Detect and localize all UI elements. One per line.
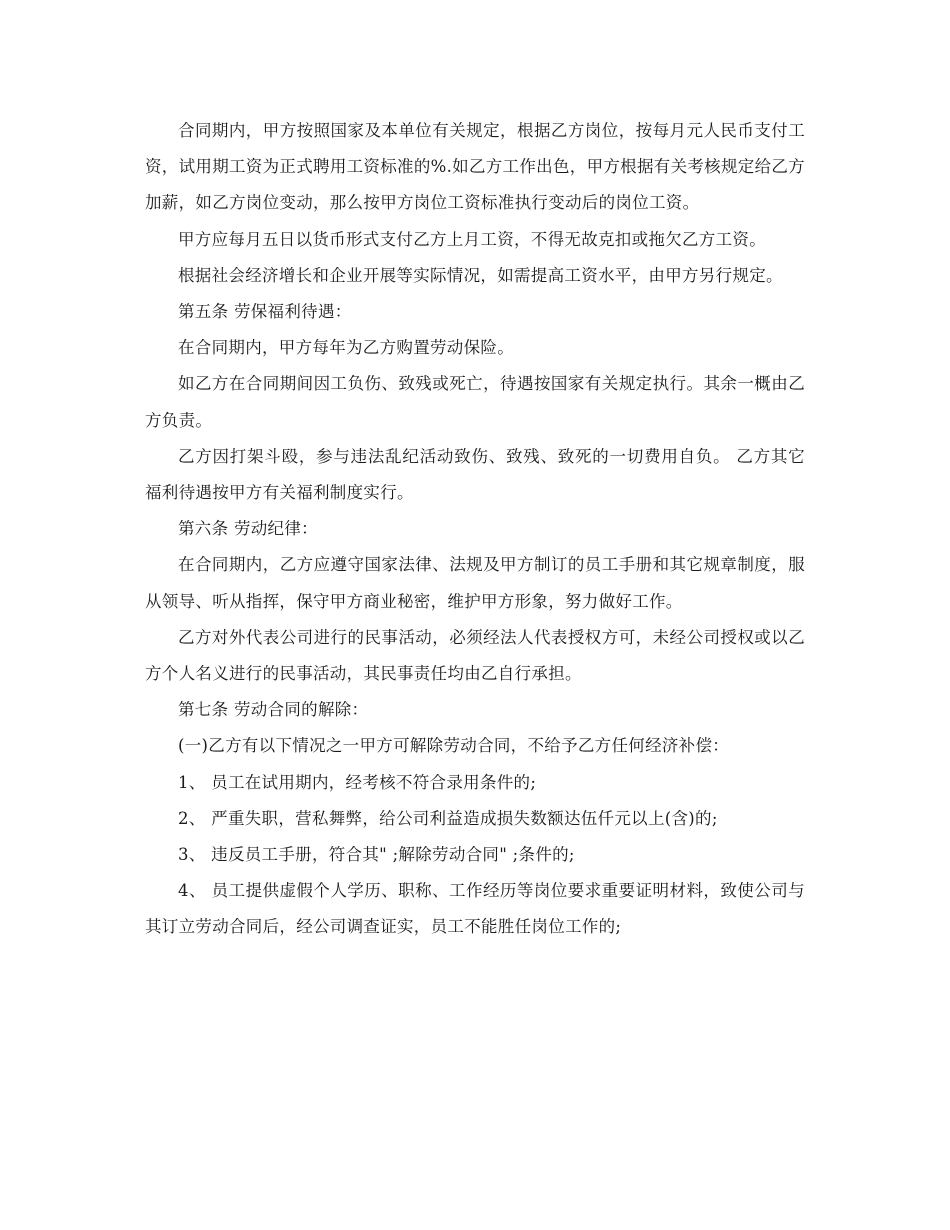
article-7-heading: 第七条 劳动合同的解除： [178,700,369,720]
paragraph-civil-activities: 乙方对外代表公司进行的民事活动，必须经法人代表授权方可，未经公司授权或以乙方个人名义进行的民事活动，其民事责任均由乙自行承担。 [145,627,805,684]
paragraph-other-benefits: 乙方因打架斗殴，参与违法乱纪活动致伤、致残、致死的一切费用自负。 乙方其它福利待遇按甲方有关福利制度实行。 [145,446,805,503]
document-body [145,113,805,946]
paragraph-salary-payment-date: 甲方应每月五日以货币形式支付乙方上月工资，不得无故克扣或拖欠乙方工资。 [178,229,766,249]
list-item-2: 2、 严重失职，营私舞弊，给公司利益造成损失数额达伍仟元以上(含)的; [178,808,718,828]
paragraph-termination-conditions: (一)乙方有以下情况之一甲方可解除劳动合同，不给予乙方任何经济补偿： [178,736,730,756]
paragraph-discipline: 在合同期内，乙方应遵守国家法律、法规及甲方制订的员工手册和其它规章制度，服从领导、听从指挥，保守甲方商业秘密，维护甲方形象，努力做好工作。 [145,555,805,611]
article-6-heading: 第六条 劳动纪律： [178,519,318,539]
list-item-4: 4、 员工提供虚假个人学历、职称、工作经历等岗位要求重要证明材料，致使公司与其订立劳动合同后，经公司调查证实，员工不能胜任岗位工作的; [145,881,805,937]
paragraph-salary-terms: 合同期内，甲方按照国家及本单位有关规定，根据乙方岗位，按每月元人民币支付工资，试用期工资为正式聘用工资标准的%.如乙方工作出色，甲方根据有关考核规定给乙方加薪，如乙方岗位变动，那么按甲方岗位工资标准执行变动后的岗位工资。 [145,121,805,213]
paragraph-injury-treatment: 如乙方在合同期间因工负伤、致残或死亡，待遇按国家有关规定执行。其余一概由乙方负责。 [145,374,805,430]
paragraph-labor-insurance: 在合同期内，甲方每年为乙方购置劳动保险。 [178,338,514,358]
list-item-3: 3、 违反员工手册，符合其" ;解除劳动合同" ;条件的; [178,845,575,865]
paragraph-salary-adjustment: 根据社会经济增长和企业开展等实际情况，如需提高工资水平，由甲方另行规定。 [178,265,783,285]
article-5-heading: 第五条 劳保福利待遇： [178,302,352,322]
list-item-1: 1、 员工在试用期内，经考核不符合录用条件的; [178,772,537,792]
